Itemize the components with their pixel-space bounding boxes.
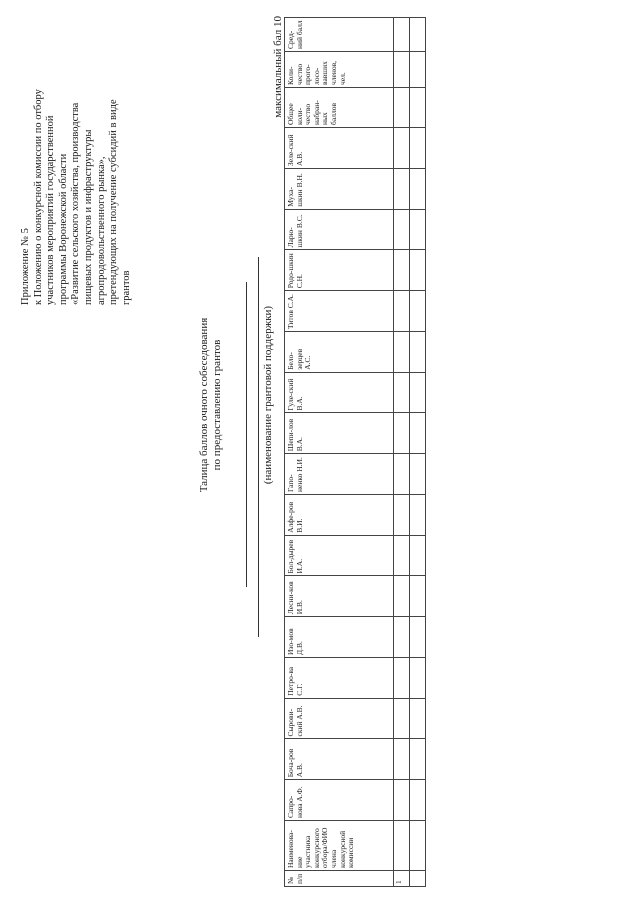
title-line-2: по предоставлению грантов [211, 339, 223, 471]
header-member: Сырови-ский А.В. [285, 698, 394, 739]
header-member: Шепи-лов В.А. [285, 413, 394, 454]
table-cell [410, 739, 426, 780]
appendix-line: агропродовольственного рынка», [95, 156, 107, 305]
support-name-caption: (наименование грантовой поддержки) [262, 305, 274, 485]
appendix-line: грантов [120, 270, 132, 305]
header-member: Зеле-ский А.В. [285, 128, 394, 169]
table-cell [394, 780, 410, 821]
header-member: Алфе-ров В.И. [285, 495, 394, 536]
appendix-line: претендующих на получение субсидий в виде [108, 99, 120, 305]
table-cell [394, 128, 410, 169]
table-row [394, 18, 410, 887]
table-cell [410, 291, 426, 332]
table-cell [394, 698, 410, 739]
table-cell [410, 372, 426, 413]
table-cell [410, 658, 426, 699]
table-cell [410, 413, 426, 454]
header-member: Ларю-шкин В.С. [285, 209, 394, 250]
header-member: Родо-шкин С.Н. [285, 250, 394, 291]
table-cell [410, 209, 426, 250]
table-cell [410, 535, 426, 576]
table-cell: 1 [394, 871, 410, 887]
document-title [198, 205, 224, 605]
table-cell [410, 169, 426, 210]
table-cell [410, 18, 426, 52]
header-member: Бело-зерцев А.С. [285, 332, 394, 373]
table-cell [394, 413, 410, 454]
header-member: Муха-шкин В.Н. [285, 169, 394, 210]
appendix-line: участников мероприятий государственной [45, 115, 57, 305]
table-cell [394, 495, 410, 536]
appendix-line: программы Воронежской области [57, 153, 69, 305]
header-average-score: Сред-ний балл [285, 18, 394, 52]
table-cell [394, 821, 410, 871]
header-participant: Наименова-ние участника конкурсного отбора/ФИО члена конкурсной комиссии [285, 821, 394, 871]
appendix-line: к Положению о конкурсной комиссии по отбору [32, 89, 44, 305]
table-cell [394, 576, 410, 617]
header-voters-count: Коли-чество прого-лосо-вавших членов, чел. [285, 52, 394, 88]
table-cell [394, 617, 410, 658]
table-cell [410, 617, 426, 658]
table-cell [394, 88, 410, 128]
appendix-line: «Развитие сельского хозяйства, производства [70, 102, 82, 305]
table-cell [410, 454, 426, 495]
scores-table [284, 17, 426, 887]
table-cell [410, 250, 426, 291]
blank-line-lower [258, 257, 259, 637]
table-cell [394, 535, 410, 576]
header-member: Боча-ров А.В. [285, 739, 394, 780]
table-cell [410, 698, 426, 739]
appendix-line: Приложение № 5 [20, 228, 31, 305]
header-member: Титов С.А. [285, 291, 394, 332]
appendix-line: пищевых продуктов и инфраструктуры [82, 129, 94, 305]
table-cell [410, 88, 426, 128]
table-cell [394, 291, 410, 332]
table-cell [394, 332, 410, 373]
appendix-header [20, 25, 133, 305]
table-cell [394, 658, 410, 699]
title-line-1: Талица баллов очного собеседования [198, 317, 210, 493]
header-member: Петро-ва С.Г. [285, 658, 394, 699]
table-cell [410, 52, 426, 88]
table-row [410, 18, 426, 887]
table-cell [410, 871, 426, 887]
max-score: максимальный бал 10 [272, 16, 284, 118]
table-header-row [285, 18, 394, 887]
header-member: Лесни-ков И.В. [285, 576, 394, 617]
table-cell [394, 52, 410, 88]
table-cell [410, 332, 426, 373]
blank-line-upper [246, 282, 247, 587]
table-cell [410, 821, 426, 871]
table-cell [394, 739, 410, 780]
header-total-score: Общее коли-чество набран-ных баллов [285, 88, 394, 128]
header-member: Гуле-ский В.А. [285, 372, 394, 413]
table-cell [410, 576, 426, 617]
table-cell [394, 250, 410, 291]
header-member: Сапро-нова А.Ф. [285, 780, 394, 821]
header-number: № п/п [285, 871, 394, 887]
table-cell [394, 454, 410, 495]
table-cell [394, 169, 410, 210]
header-member: Бол-дырев И.А. [285, 535, 394, 576]
table-cell [394, 18, 410, 52]
table-cell [394, 209, 410, 250]
header-member: Гапо-ненко Н.И. [285, 454, 394, 495]
table-cell [410, 780, 426, 821]
header-member: Изо-мов Д.В. [285, 617, 394, 658]
table-cell [410, 495, 426, 536]
table-cell [394, 372, 410, 413]
table-cell [410, 128, 426, 169]
